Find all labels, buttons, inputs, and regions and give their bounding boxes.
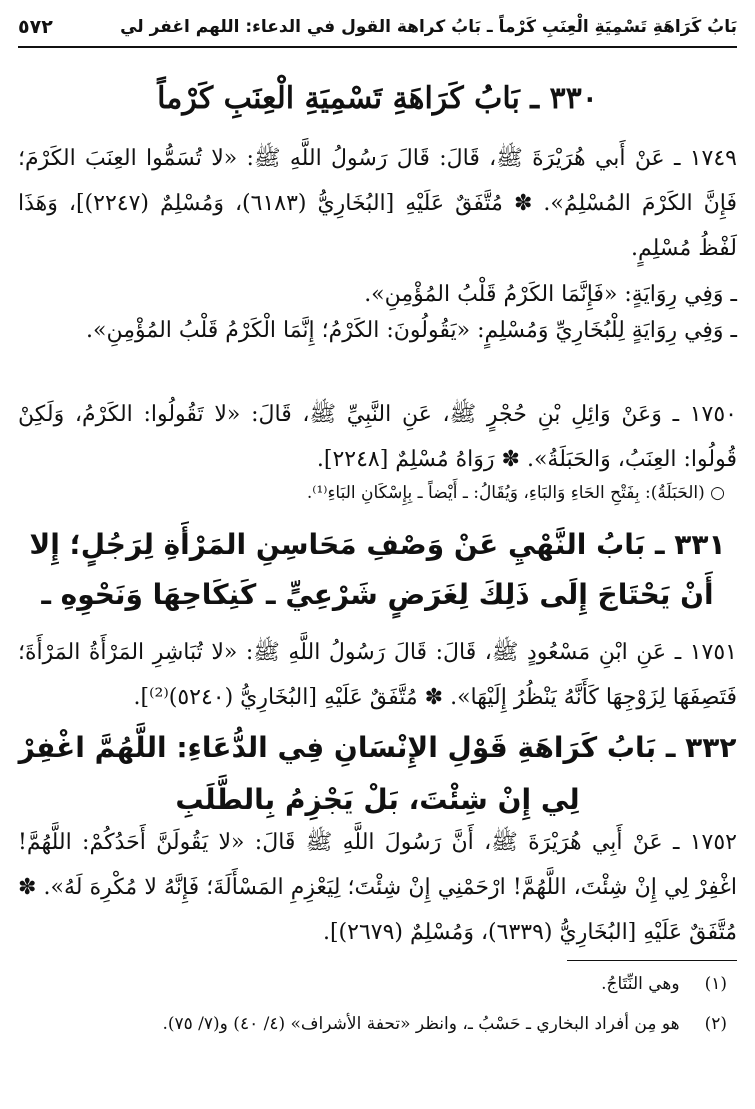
explanatory-note: ○ (الحَبَلَةُ): بِفَتْحِ الحَاءِ وَالبَاءِ، وَيُقَالُ: ـ أَيْضاً ـ بِإِسْكَانِ البَاءِ⁽¹⁾.	[306, 483, 725, 503]
footnote-rule	[567, 960, 737, 961]
footnote-number: (٢)	[704, 1014, 727, 1034]
running-head	[18, 12, 737, 42]
footnote-2	[18, 1012, 727, 1036]
chapter-heading-332: ٣٣٢ ـ بَابُ كَرَاهَةِ قَوْلِ الإِنْسَانِ فِي الدُّعَاءِ: اللَّهُمَّ اغْفِرْ لِي إِنْ شِئْتَ، بَلْ يَجْزِمُ بِالطَّلَبِ	[18, 731, 737, 816]
footnote-number: (١)	[704, 974, 727, 994]
header-rule	[18, 46, 737, 48]
hadith-1750: ١٧٥٠ ـ وَعَنْ وَائِلِ بْنِ حُجْرٍ ﷺ، عَنِ النَّبِيِّ ﷺ، قَالَ: «لا تَقُولُوا: الكَرْمُ، وَلَكِنْ قُولُوا: العِنَبُ، وَالحَبَلَةُ». ✽ رَوَاهُ مُسْلِمٌ [٢٢٤٨].	[18, 402, 737, 472]
running-head-title: بَابُ كَرَاهَةِ تَسْمِيَةِ الْعِنَبِ كَرْماً ـ بَابُ كراهة القول في الدعاء: اللهم اغفر لي	[120, 17, 737, 37]
chapter-heading-331: ٣٣١ ـ بَابُ النَّهْيِ عَنْ وَصْفِ مَحَاسِنِ المَرْأَةِ لِرَجُلٍ؛ إِلا أَنْ يَحْتَاجَ إِلَى ذَلِكَ لِغَرَضٍ شَرْعِيٍّ ـ كَنِكَاحِهَا وَنَحْوِهِ ـ	[29, 528, 726, 611]
chapter-heading-330: ٣٣٠ ـ بَابُ كَرَاهَةِ تَسْمِيَةِ الْعِنَبِ كَرْماً	[157, 81, 598, 116]
page-number: ٥٧٢	[18, 16, 53, 38]
hadith-1752: ١٧٥٢ ـ عَنْ أَبِي هُرَيْرَةَ ﷺ، أَنَّ رَسُولَ اللَّهِ ﷺ قَالَ: «لا يَقُولَنَّ أَحَدُكُمْ: اللَّهُمَّ! اغْفِرْ لِي إِنْ شِئْتَ، اللَّهُمَّ! ارْحَمْنِي إِنْ شِئْتَ؛ لِيَعْزِمِ المَسْأَلَةَ؛ فَإِنَّهُ لا مُكْرِهَ لَهُ». ✽ مُتَّفَقٌ عَلَيْهِ [البُخَارِيُّ (٦٣٣٩)، وَمُسْلِمٌ (٢٦٧٩)].	[18, 830, 737, 945]
footnote-text: هو مِن أفراد البخاري ـ حَسْبُ ـ، وانظر «تحفة الأشراف» (٤/ ٤٠) و(٧/ ٧٥).	[162, 1014, 680, 1034]
riwaya-1: ـ وَفِي رِوَايَةٍ: «فَإِنَّمَا الكَرْمُ قَلْبُ المُؤْمِنِ».	[364, 282, 737, 307]
hadith-1751: ١٧٥١ ـ عَنِ ابْنِ مَسْعُودٍ ﷺ، قَالَ: قَالَ رَسُولُ اللَّهِ ﷺ: «لا تُبَاشِرِ المَرْأَةُ المَرْأَةَ؛ فَتَصِفَهَا لِزَوْجِهَا كَأَنَّهُ يَنْظُرُ إِلَيْهَا». ✽ مُتَّفَقٌ عَلَيْهِ [البُخَارِيُّ (٥٢٤٠)⁽²⁾].	[18, 640, 737, 710]
footnote-text: وهي النِّتَاجُ.	[601, 974, 680, 994]
riwaya-2: ـ وَفِي رِوَايَةٍ لِلْبُخَارِيِّ وَمُسْلِمٍ: «يَقُولُونَ: الكَرْمُ؛ إِنَّمَا الْكَرْمُ قَلْبُ المُؤْمِنِ».	[86, 318, 737, 343]
hadith-1749: ١٧٤٩ ـ عَنْ أَبي هُرَيْرَةَ ﷺ، قَالَ: قَالَ رَسُولُ اللَّهِ ﷺ: «لا تُسَمُّوا العِنَبَ الكَرْمَ؛ فَإِنَّ الكَرْمَ المُسْلِمُ». ✽ مُتَّفَقٌ عَلَيْهِ [البُخَارِيُّ (٦١٨٣)، وَمُسْلِمٌ (٢٢٤٧)]، وَهَذَا لَفْظُ مُسْلِمٍ.	[18, 146, 737, 261]
footnote-1	[18, 972, 727, 996]
